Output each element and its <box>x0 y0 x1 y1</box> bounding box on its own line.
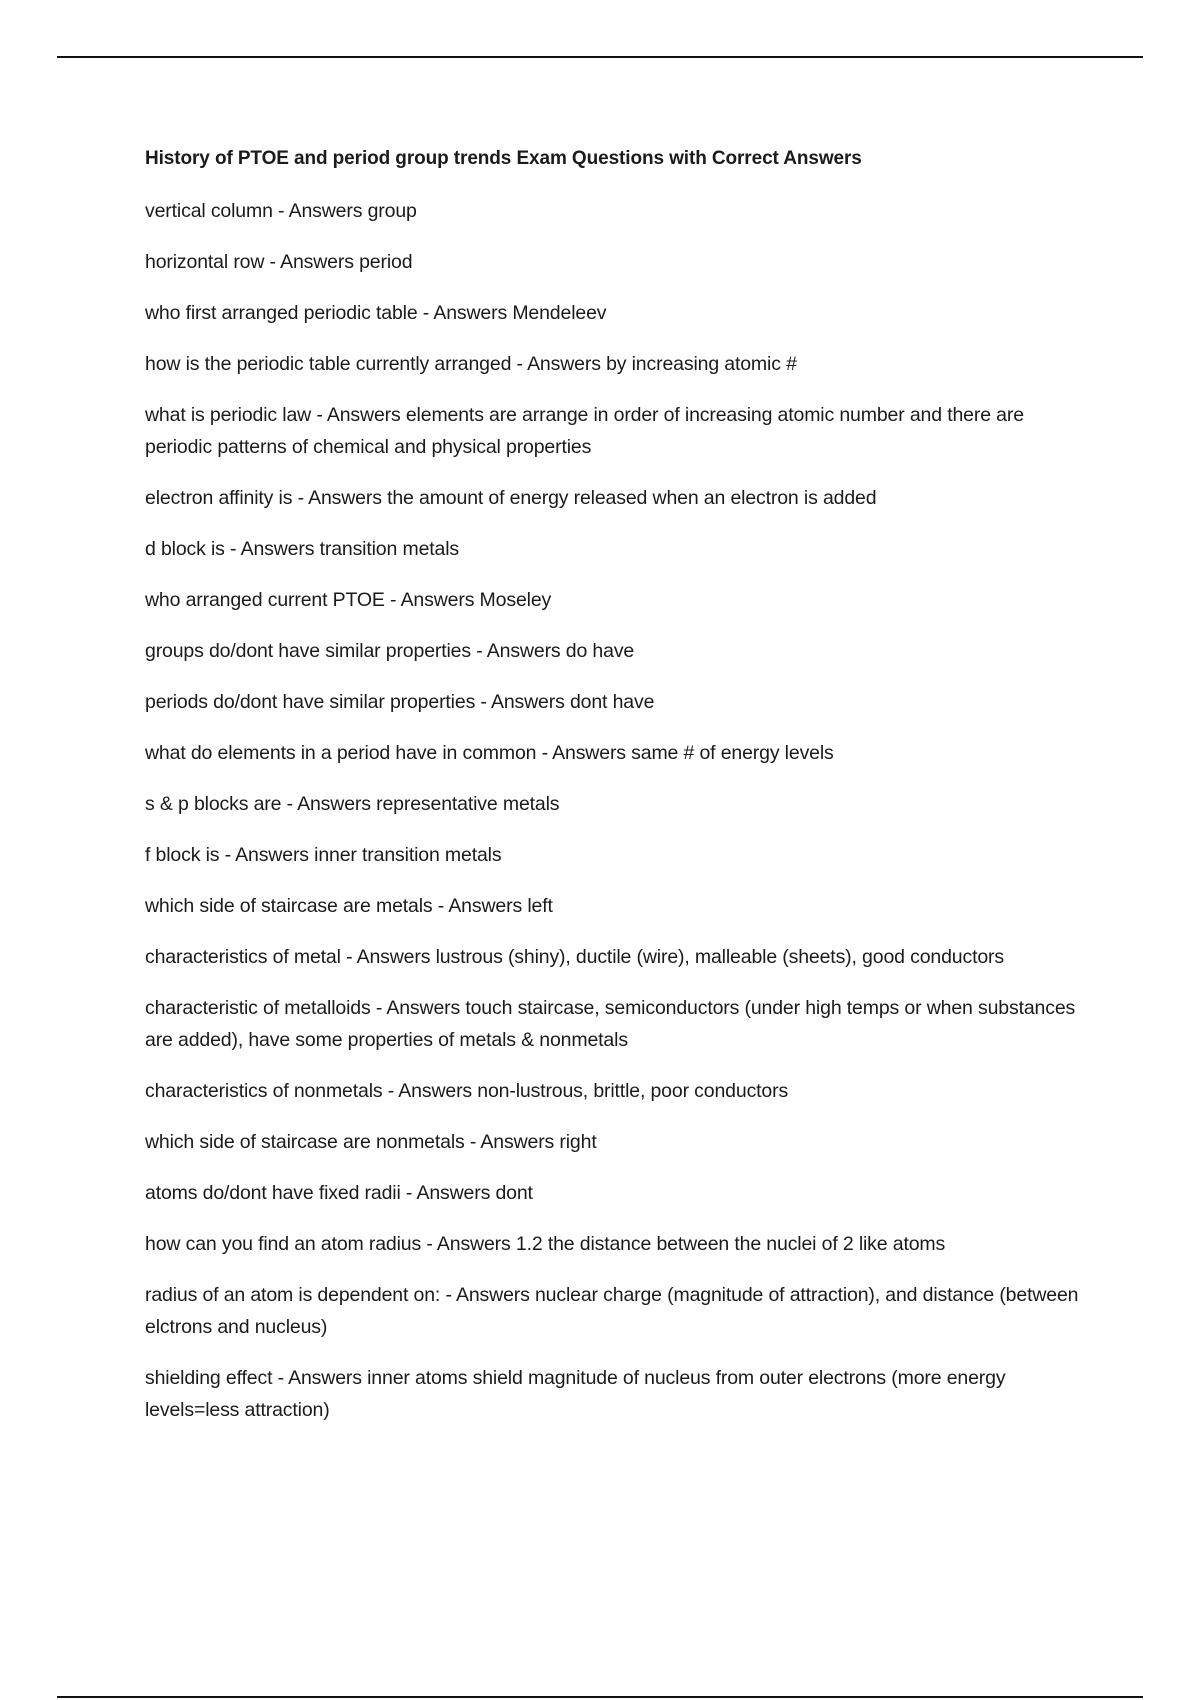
qa-item: who first arranged periodic table - Answers Mendeleev <box>145 302 607 324</box>
qa-item: how is the periodic table currently arranged - Answers by increasing atomic # <box>145 353 797 375</box>
qa-item: vertical column - Answers group <box>145 200 417 222</box>
qa-item: which side of staircase are nonmetals - Answers right <box>145 1131 597 1153</box>
header-rule <box>57 56 1143 58</box>
qa-item: who arranged current PTOE - Answers Moseley <box>145 589 552 611</box>
qa-item: f block is - Answers inner transition metals <box>145 844 502 866</box>
qa-item: characteristics of metal - Answers lustrous (shiny), ductile (wire), malleable (sheets), good conductors <box>145 946 1004 968</box>
qa-item: characteristics of nonmetals - Answers non-lustrous, brittle, poor conductors <box>145 1080 789 1102</box>
qa-item: what do elements in a period have in common - Answers same # of energy levels <box>145 742 834 764</box>
qa-item: radius of an atom is dependent on: - Answers nuclear charge (magnitude of attraction), and distance (between elctrons and nucleus) <box>145 1284 1079 1338</box>
document-body <box>145 146 1090 1445</box>
footer-rule <box>57 1696 1143 1698</box>
qa-item: periods do/dont have similar properties - Answers dont have <box>145 691 655 713</box>
qa-item: shielding effect - Answers inner atoms shield magnitude of nucleus from outer electrons (more energy levels=less attraction) <box>145 1367 1006 1421</box>
qa-item: which side of staircase are metals - Answers left <box>145 895 553 917</box>
qa-item: horizontal row - Answers period <box>145 251 413 273</box>
qa-item: what is periodic law - Answers elements are arrange in order of increasing atomic number and there are periodic patterns of chemical and physical properties <box>145 404 1024 458</box>
qa-item: electron affinity is - Answers the amount of energy released when an electron is added <box>145 487 877 509</box>
document-title: History of PTOE and period group trends Exam Questions with Correct Answers <box>145 148 862 169</box>
qa-item: atoms do/dont have fixed radii - Answers dont <box>145 1182 533 1204</box>
qa-item: how can you find an atom radius - Answers 1.2 the distance between the nuclei of 2 like atoms <box>145 1233 946 1255</box>
qa-item: characteristic of metalloids - Answers touch staircase, semiconductors (under high temps or when substances are added), have some properties of metals & nonmetals <box>145 997 1076 1051</box>
qa-item: d block is - Answers transition metals <box>145 538 460 560</box>
qa-item: s & p blocks are - Answers representative metals <box>145 793 560 815</box>
qa-item: groups do/dont have similar properties - Answers do have <box>145 640 635 662</box>
